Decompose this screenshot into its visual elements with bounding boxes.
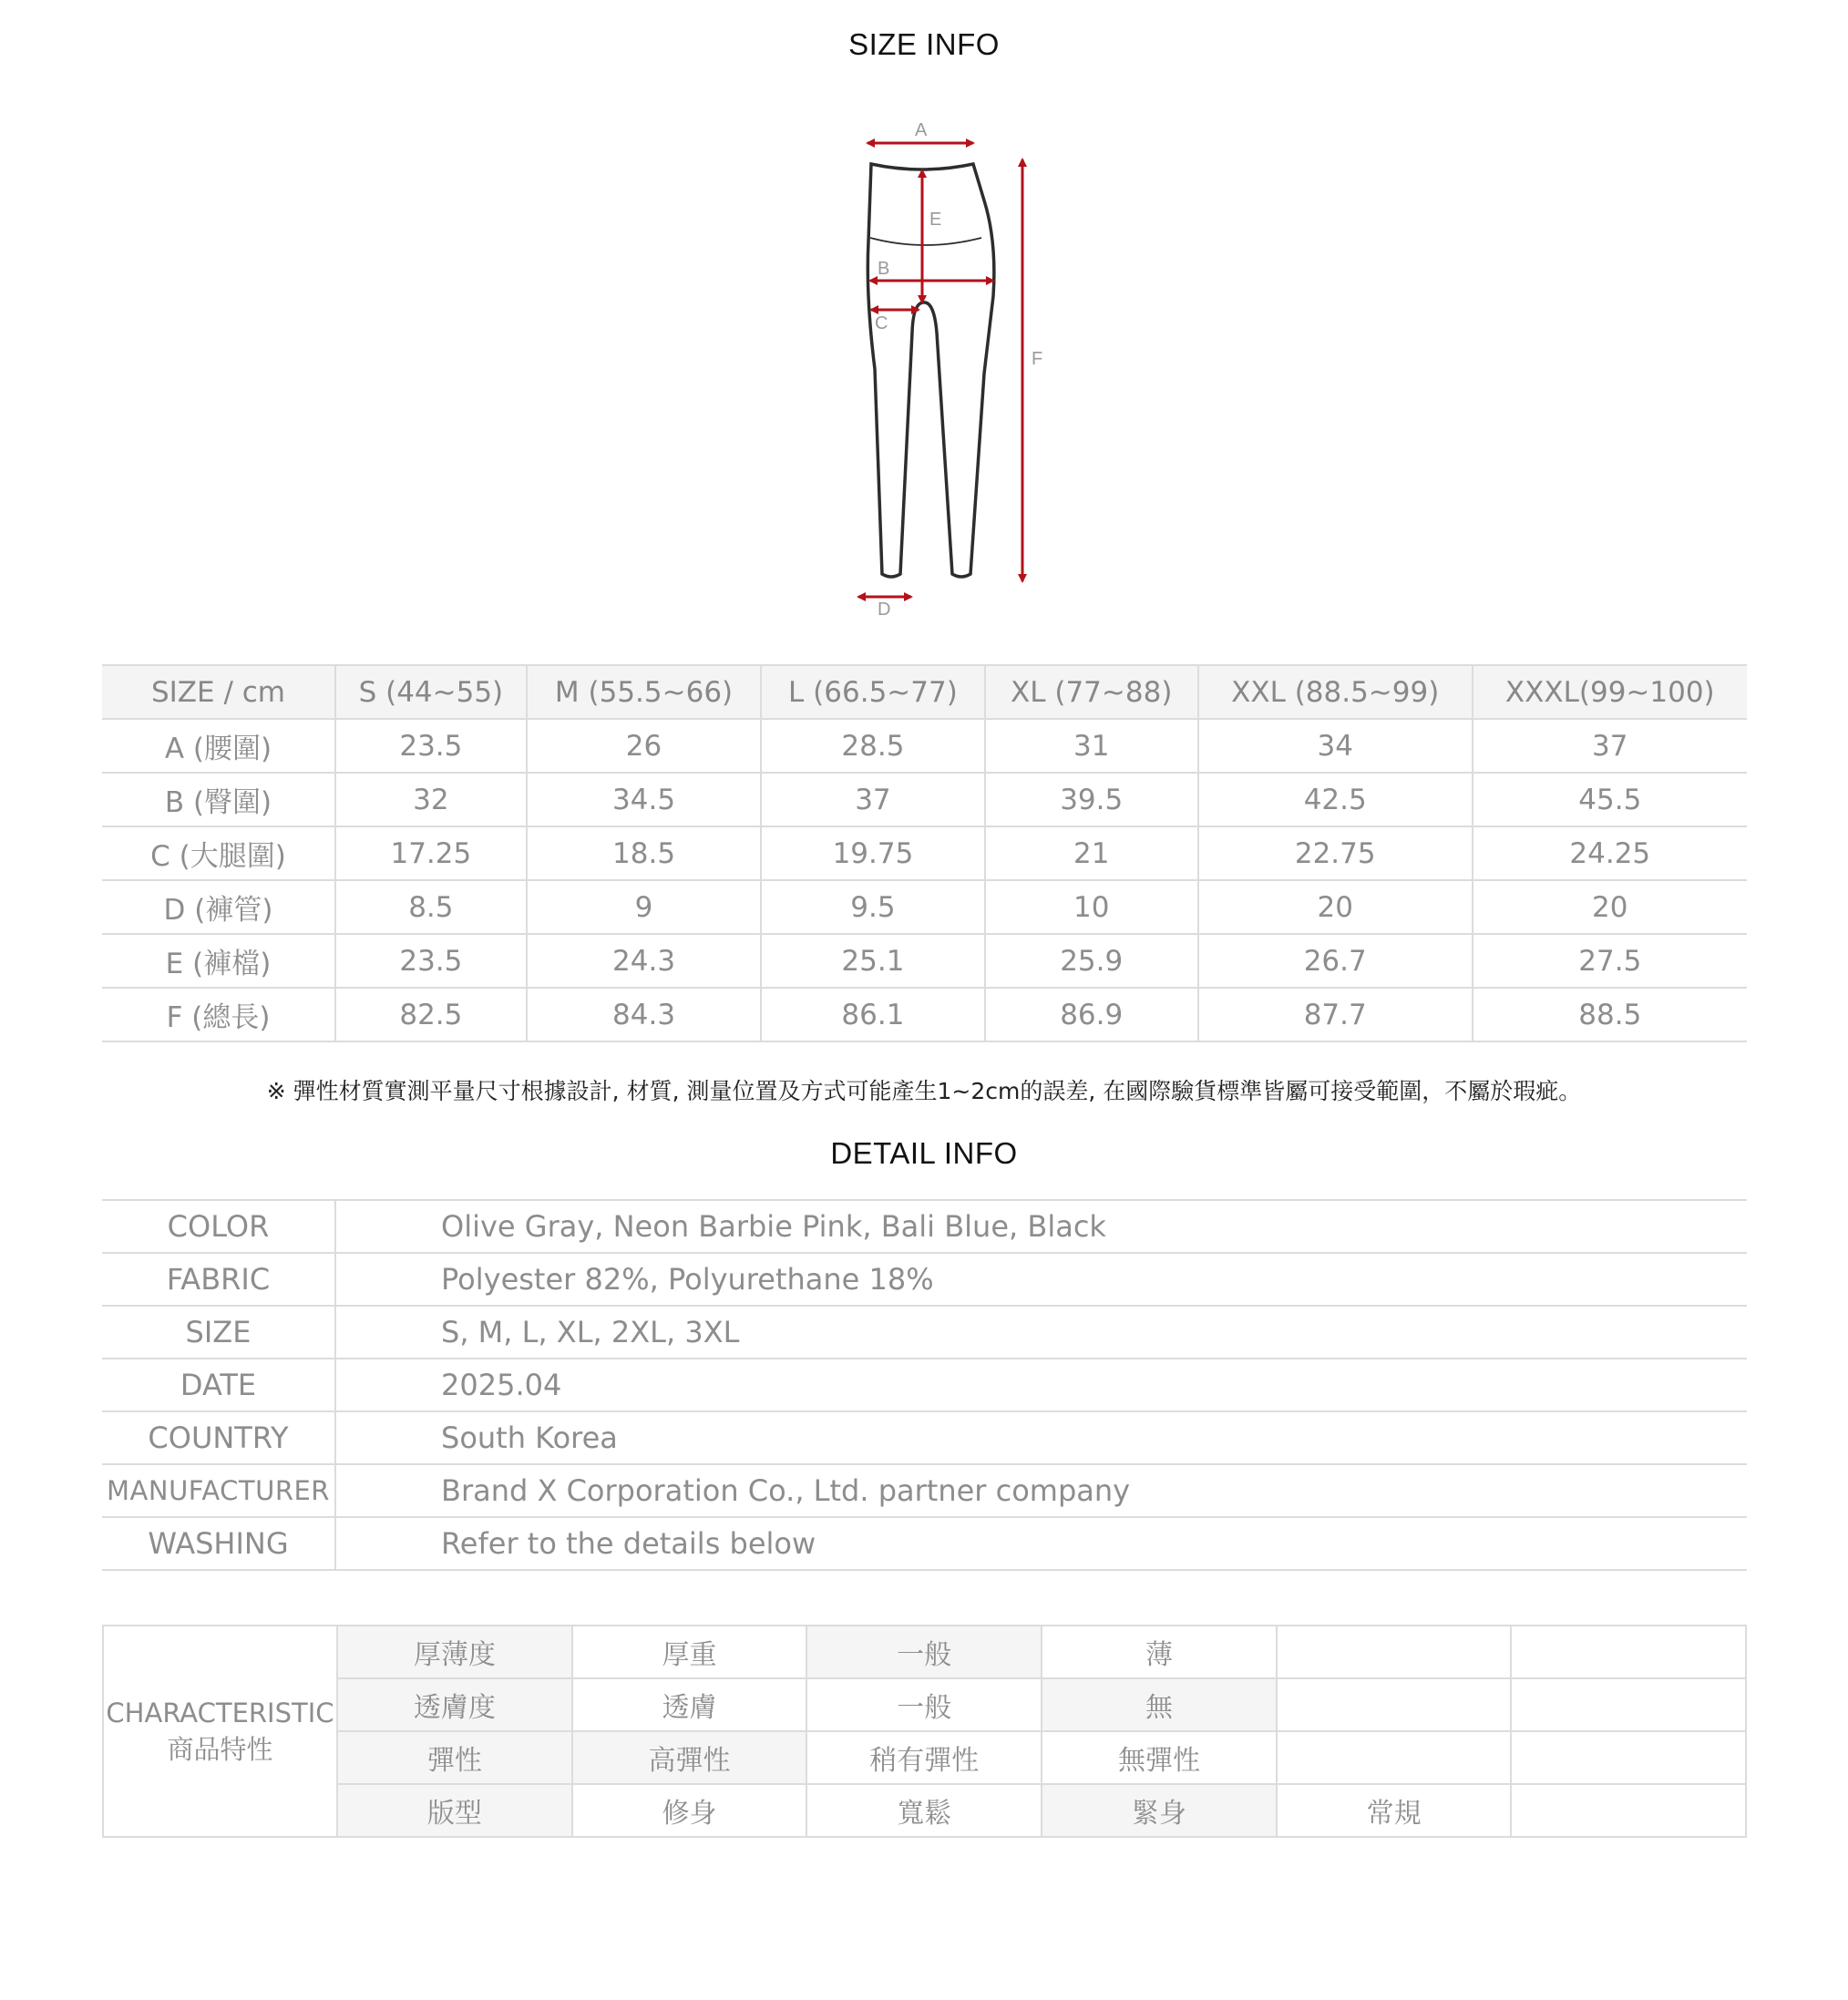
size-table-row xyxy=(102,719,1747,773)
characteristic-option: 厚重 xyxy=(572,1626,807,1678)
detail-row xyxy=(102,1200,1747,1253)
size-table-row xyxy=(102,988,1747,1041)
size-cell: 23.5 xyxy=(335,719,527,773)
characteristic-option: 修身 xyxy=(572,1784,807,1837)
characteristic-option: 稍有彈性 xyxy=(806,1731,1042,1784)
characteristic-name: 透膚度 xyxy=(337,1678,572,1731)
size-table-header: SIZE / cm xyxy=(102,665,335,719)
detail-label: SIZE xyxy=(102,1306,335,1359)
size-cell: 17.25 xyxy=(335,826,527,880)
size-table-row xyxy=(102,826,1747,880)
detail-value: Refer to the details below xyxy=(335,1517,1747,1570)
size-cell: 86.1 xyxy=(761,988,984,1041)
characteristic-option xyxy=(1511,1784,1746,1837)
characteristic-option: 常規 xyxy=(1277,1784,1512,1837)
size-table xyxy=(102,664,1747,1042)
characteristic-option-selected: 高彈性 xyxy=(572,1731,807,1784)
measure-label-a: A xyxy=(915,120,928,140)
detail-label: DATE xyxy=(102,1359,335,1411)
size-cell: 26.7 xyxy=(1198,934,1473,988)
size-cell: 18.5 xyxy=(527,826,762,880)
size-table-header: S (44~55) xyxy=(335,665,527,719)
size-cell: 37 xyxy=(761,773,984,826)
characteristic-row xyxy=(103,1731,1746,1784)
detail-table xyxy=(102,1199,1747,1571)
characteristic-option xyxy=(1511,1626,1746,1678)
leggings-measurement-diagram xyxy=(820,114,1057,624)
measure-label-e: E xyxy=(929,210,942,230)
detail-label: FABRIC xyxy=(102,1253,335,1306)
size-cell: 10 xyxy=(985,880,1198,934)
size-table-row xyxy=(102,773,1747,826)
measure-label-f: F xyxy=(1032,349,1043,369)
size-cell: 42.5 xyxy=(1198,773,1473,826)
size-table-header: XXXL(99~100) xyxy=(1473,665,1747,719)
size-cell: 45.5 xyxy=(1473,773,1747,826)
characteristic-option: 透膚 xyxy=(572,1678,807,1731)
detail-value: Polyester 82%, Polyurethane 18% xyxy=(335,1253,1747,1306)
size-cell: 24.3 xyxy=(527,934,762,988)
characteristic-option: 寬鬆 xyxy=(806,1784,1042,1837)
size-cell: 37 xyxy=(1473,719,1747,773)
characteristic-option: 無彈性 xyxy=(1042,1731,1277,1784)
detail-row xyxy=(102,1253,1747,1306)
detail-label: MANUFACTURER xyxy=(102,1464,335,1517)
size-cell: 34 xyxy=(1198,719,1473,773)
detail-row xyxy=(102,1359,1747,1411)
size-cell: 26 xyxy=(527,719,762,773)
detail-label: WASHING xyxy=(102,1517,335,1570)
detail-value: S, M, L, XL, 2XL, 3XL xyxy=(335,1306,1747,1359)
size-cell: 27.5 xyxy=(1473,934,1747,988)
size-cell: 87.7 xyxy=(1198,988,1473,1041)
size-cell: 9.5 xyxy=(761,880,984,934)
size-row-label: D (褲管) xyxy=(102,880,335,934)
size-cell: 8.5 xyxy=(335,880,527,934)
characteristic-option-selected: 緊身 xyxy=(1042,1784,1277,1837)
size-cell: 25.9 xyxy=(985,934,1198,988)
characteristic-label xyxy=(103,1626,337,1837)
size-cell: 84.3 xyxy=(527,988,762,1041)
size-table-header-row xyxy=(102,665,1747,719)
detail-label: COUNTRY xyxy=(102,1411,335,1464)
size-cell: 39.5 xyxy=(985,773,1198,826)
detail-row xyxy=(102,1517,1747,1570)
characteristic-option xyxy=(1277,1626,1512,1678)
measurement-note: ※ 彈性材質實測平量尺寸根據設計, 材質, 測量位置及方式可能產生1~2cm的誤差, 在國際驗貨標準皆屬可接受範圍，不屬於瑕疵。 xyxy=(266,1078,1582,1104)
detail-row xyxy=(102,1464,1747,1517)
size-table-row xyxy=(102,934,1747,988)
size-cell: 9 xyxy=(527,880,762,934)
characteristic-name: 版型 xyxy=(337,1784,572,1837)
characteristic-label-zh: 商品特性 xyxy=(167,1734,273,1765)
characteristic-option: 薄 xyxy=(1042,1626,1277,1678)
characteristic-name: 厚薄度 xyxy=(337,1626,572,1678)
size-table-header: L (66.5~77) xyxy=(761,665,984,719)
size-cell: 24.25 xyxy=(1473,826,1747,880)
detail-value: Olive Gray, Neon Barbie Pink, Bali Blue, Black xyxy=(335,1200,1747,1253)
characteristic-label-en: CHARACTERISTIC xyxy=(106,1697,334,1728)
measure-label-b: B xyxy=(878,259,890,279)
size-cell: 86.9 xyxy=(985,988,1198,1041)
characteristic-row xyxy=(103,1784,1746,1837)
characteristic-table xyxy=(102,1625,1747,1838)
detail-info-title: DETAIL INFO xyxy=(830,1136,1018,1170)
size-cell: 25.1 xyxy=(761,934,984,988)
measure-label-d: D xyxy=(878,600,891,620)
characteristic-name: 彈性 xyxy=(337,1731,572,1784)
detail-label: COLOR xyxy=(102,1200,335,1253)
size-cell: 28.5 xyxy=(761,719,984,773)
size-cell: 22.75 xyxy=(1198,826,1473,880)
size-cell: 20 xyxy=(1198,880,1473,934)
size-cell: 31 xyxy=(985,719,1198,773)
detail-value: South Korea xyxy=(335,1411,1747,1464)
size-cell: 32 xyxy=(335,773,527,826)
detail-value: 2025.04 xyxy=(335,1359,1747,1411)
size-cell: 23.5 xyxy=(335,934,527,988)
size-cell: 88.5 xyxy=(1473,988,1747,1041)
size-table-header: XL (77~88) xyxy=(985,665,1198,719)
characteristic-option xyxy=(1277,1731,1512,1784)
characteristic-row xyxy=(103,1678,1746,1731)
size-cell: 34.5 xyxy=(527,773,762,826)
detail-value: Brand X Corporation Co., Ltd. partner company xyxy=(335,1464,1747,1517)
characteristic-option xyxy=(1511,1731,1746,1784)
size-row-label: B (臀圍) xyxy=(102,773,335,826)
size-cell: 20 xyxy=(1473,880,1747,934)
characteristic-option: 一般 xyxy=(806,1678,1042,1731)
characteristic-option xyxy=(1277,1678,1512,1731)
size-cell: 21 xyxy=(985,826,1198,880)
size-row-label: E (褲檔) xyxy=(102,934,335,988)
characteristic-row xyxy=(103,1626,1746,1678)
detail-row xyxy=(102,1306,1747,1359)
size-row-label: C (大腿圍) xyxy=(102,826,335,880)
size-info-title: SIZE INFO xyxy=(848,27,1000,61)
size-table-row xyxy=(102,880,1747,934)
characteristic-option-selected: 無 xyxy=(1042,1678,1277,1731)
measure-label-c: C xyxy=(875,313,888,333)
size-row-label: A (腰圍) xyxy=(102,719,335,773)
detail-row xyxy=(102,1411,1747,1464)
characteristic-option xyxy=(1511,1678,1746,1731)
size-table-header: M (55.5~66) xyxy=(527,665,762,719)
size-cell: 82.5 xyxy=(335,988,527,1041)
size-row-label: F (總長) xyxy=(102,988,335,1041)
size-cell: 19.75 xyxy=(761,826,984,880)
characteristic-option-selected: 一般 xyxy=(806,1626,1042,1678)
size-table-header: XXL (88.5~99) xyxy=(1198,665,1473,719)
